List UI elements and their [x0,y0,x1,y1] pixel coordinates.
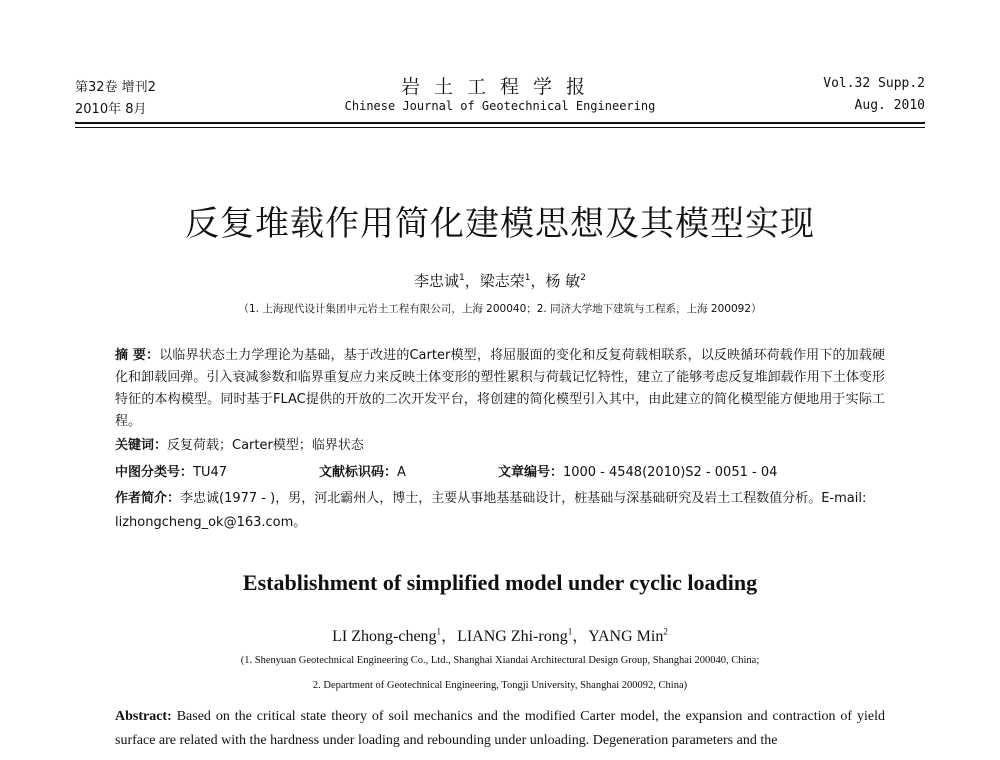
doc-code-value: A [397,465,406,480]
bio-text: 李忠诚(1977 - )，男，河北霸州人，博士，主要从事地基基础设计，桩基础与深基础研究及岩土工程数值分析。E-mail: lizhongcheng_ok@163.com。 [115,491,867,530]
bio-label: 作者简介： [115,491,181,506]
clc-value: TU47 [193,465,228,480]
author-cn-1-aff: 1 [458,273,465,283]
date-en: Aug. 2010 [854,98,925,113]
abstract-cn-text: 以临界状态土力学理论为基础，基于改进的Carter模型，将屈服面的变化和反复荷载相联系，以反映循环荷载作用下的加载硬化和卸载回弹。引入衰减参数和临界重复应力来反映土体变形的塑性累积与荷载记忆特性，建立了能够考虑反复堆卸载作用下土体变形特征的本构模型。同时基于FLAC提供的开放的二次开发平台，将创建的简化模型引入其中，由此建立的简化模型能方便地用于实际工程。 [115,348,885,429]
author-en-2-aff: 1 [567,626,573,637]
author-bio [115,487,885,535]
abstract-cn [115,345,885,433]
affiliation-en-2: 2. Department of Geotechnical Engineering, Tongji University, Shanghai 200092, China) [312,680,688,691]
abstract-en [115,705,885,753]
keywords-cn [115,435,885,457]
paper-title-cn: 反复堆载作用简化建模思想及其模型实现 [185,204,815,244]
classification-line [115,462,885,484]
date-cn: 2010年 8月 [75,102,147,117]
author-sep: ， [441,628,458,645]
journal-header [75,72,925,120]
header-rule-thick [75,122,925,124]
abstract-en-label: Abstract: [115,709,172,724]
paper-title-en: Establishment of simplified model under cyclic loading [242,570,758,595]
author-cn-3: 杨 敏 [545,272,581,290]
doc-code-label: 文献标识码： [319,465,398,480]
article-no-value: 1000 - 4548(2010)S2 - 0051 - 04 [562,465,778,480]
author-en-3-aff: 2 [663,626,668,637]
author-sep: ， [530,272,546,290]
author-cn-3-aff: 2 [580,273,587,283]
author-en-1-aff: 1 [436,626,442,637]
journal-name-cn: 岩土工程学报 [400,76,599,98]
keywords-cn-text: 反复荷载；Carter模型；临界状态 [167,438,364,453]
author-en-3: YANG Min [588,628,664,645]
article-no-label: 文章编号： [497,465,563,480]
author-en-1: LI Zhong-cheng [332,628,437,645]
affiliation-cn: （1. 上海现代设计集团申元岩土工程有限公司，上海 200040；2. 同济大学地下建筑与工程系，上海 200092） [238,303,762,315]
affiliation-en-1: (1. Shenyuan Geotechnical Engineering Co., Ltd., Shanghai Xiandai Architectural Design Group, Shanghai 200040, China; [240,655,760,666]
abstract-cn-label: 摘 要： [115,348,160,363]
author-en-2: LIANG Zhi-rong [457,628,568,645]
author-cn-2: 梁志荣 [479,272,525,290]
authors-en [0,623,1000,646]
volume-issue-en: Vol.32 Supp.2 [823,76,925,91]
authors-cn [0,270,1000,291]
author-sep: ， [572,628,589,645]
journal-name-en: Chinese Journal of Geotechnical Engineering [344,99,656,113]
author-cn-1: 李忠诚 [413,272,459,290]
volume-issue-cn: 第32卷 增刊2 [75,80,156,95]
abstract-en-text: Based on the critical state theory of soil mechanics and the modified Carter model, the expansion and contraction of yield surface are related with the hardness under loading and rebounding under unloading. Degeneration parameters and the [115,709,886,748]
keywords-cn-label: 关键词： [115,438,168,453]
author-sep: ， [464,272,480,290]
header-rule-thin [75,127,925,128]
author-cn-2-aff: 1 [524,273,531,283]
clc-label: 中图分类号： [115,465,194,480]
